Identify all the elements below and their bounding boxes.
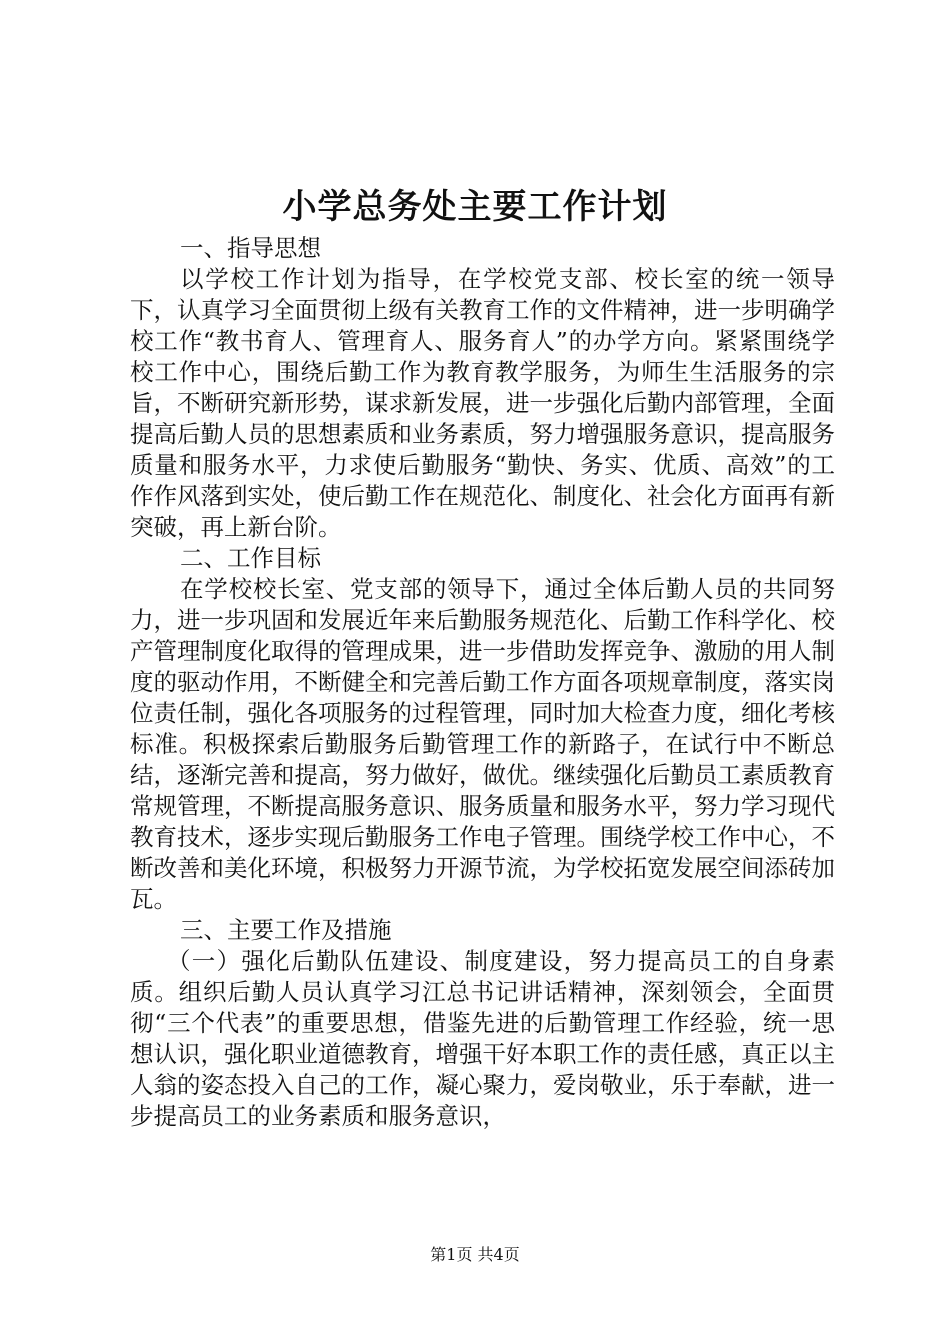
page-number-footer: 第1页 共4页 <box>430 1245 520 1264</box>
section-heading-guiding-ideology: 一、指导思想 <box>180 234 321 262</box>
paragraph-guiding-ideology: 以学校工作计划为指导，在学校党支部、校长室的统一领导下，认真学习全面贯彻上级有关教育工作的文件精神，进一步明确学校工作“教书育人、管理育人、服务育人”的办学方向。紧紧围绕学校工作中心，围绕后勤工作为教育教学服务，为师生生活服务的宗旨，不断研究新形势，谋求新发展，进一步强化后勤内部管理，全面提高后勤人员的思想素质和业务素质，努力增强服务意识，提高服务质量和服务水平，力求使后勤服务“勤快、务实、优质、高效”的工作作风落到实处，使后勤工作在规范化、制度化、社会化方面再有新突破，再上新台阶。 <box>130 265 835 541</box>
section-heading-work-goals: 二、工作目标 <box>180 544 321 572</box>
paragraph-main-work-measures: （一）强化后勤队伍建设、制度建设，努力提高员工的自身素质。组织后勤人员认真学习江总书记讲话精神，深刻领会，全面贯彻“三个代表”的重要思想，借鉴先进的后勤管理工作经验，统一思想认识，强化职业道德教育，增强干好本职工作的责任感，真正以主人翁的姿态投入自己的工作，凝心聚力，爱岗敬业，乐于奉献，进一步提高员工的业务素质和服务意识， <box>130 947 835 1130</box>
paragraph-work-goals: 在学校校长室、党支部的领导下，通过全体后勤人员的共同努力，进一步巩固和发展近年来后勤服务规范化、后勤工作科学化、校产管理制度化取得的管理成果，进一步借助发挥竞争、激励的用人制度的驱动作用，不断健全和完善后勤工作方面各项规章制度，落实岗位责任制，强化各项服务的过程管理，同时加大检查力度，细化考核标准。积极探索后勤服务后勤管理工作的新路子，在试行中不断总结，逐渐完善和提高，努力做好，做优。继续强化后勤员工素质教育常规管理，不断提高服务意识、服务质量和服务水平，努力学习现代教育技术，逐步实现后勤服务工作电子管理。围绕学校工作中心，不断改善和美化环境，积极努力开源节流，为学校拓宽发展空间添砖加瓦。 <box>130 575 835 913</box>
section-heading-main-work-measures: 三、主要工作及措施 <box>180 916 392 944</box>
document-title: 小学总务处主要工作计划 <box>282 187 668 227</box>
document-body <box>130 233 835 1132</box>
